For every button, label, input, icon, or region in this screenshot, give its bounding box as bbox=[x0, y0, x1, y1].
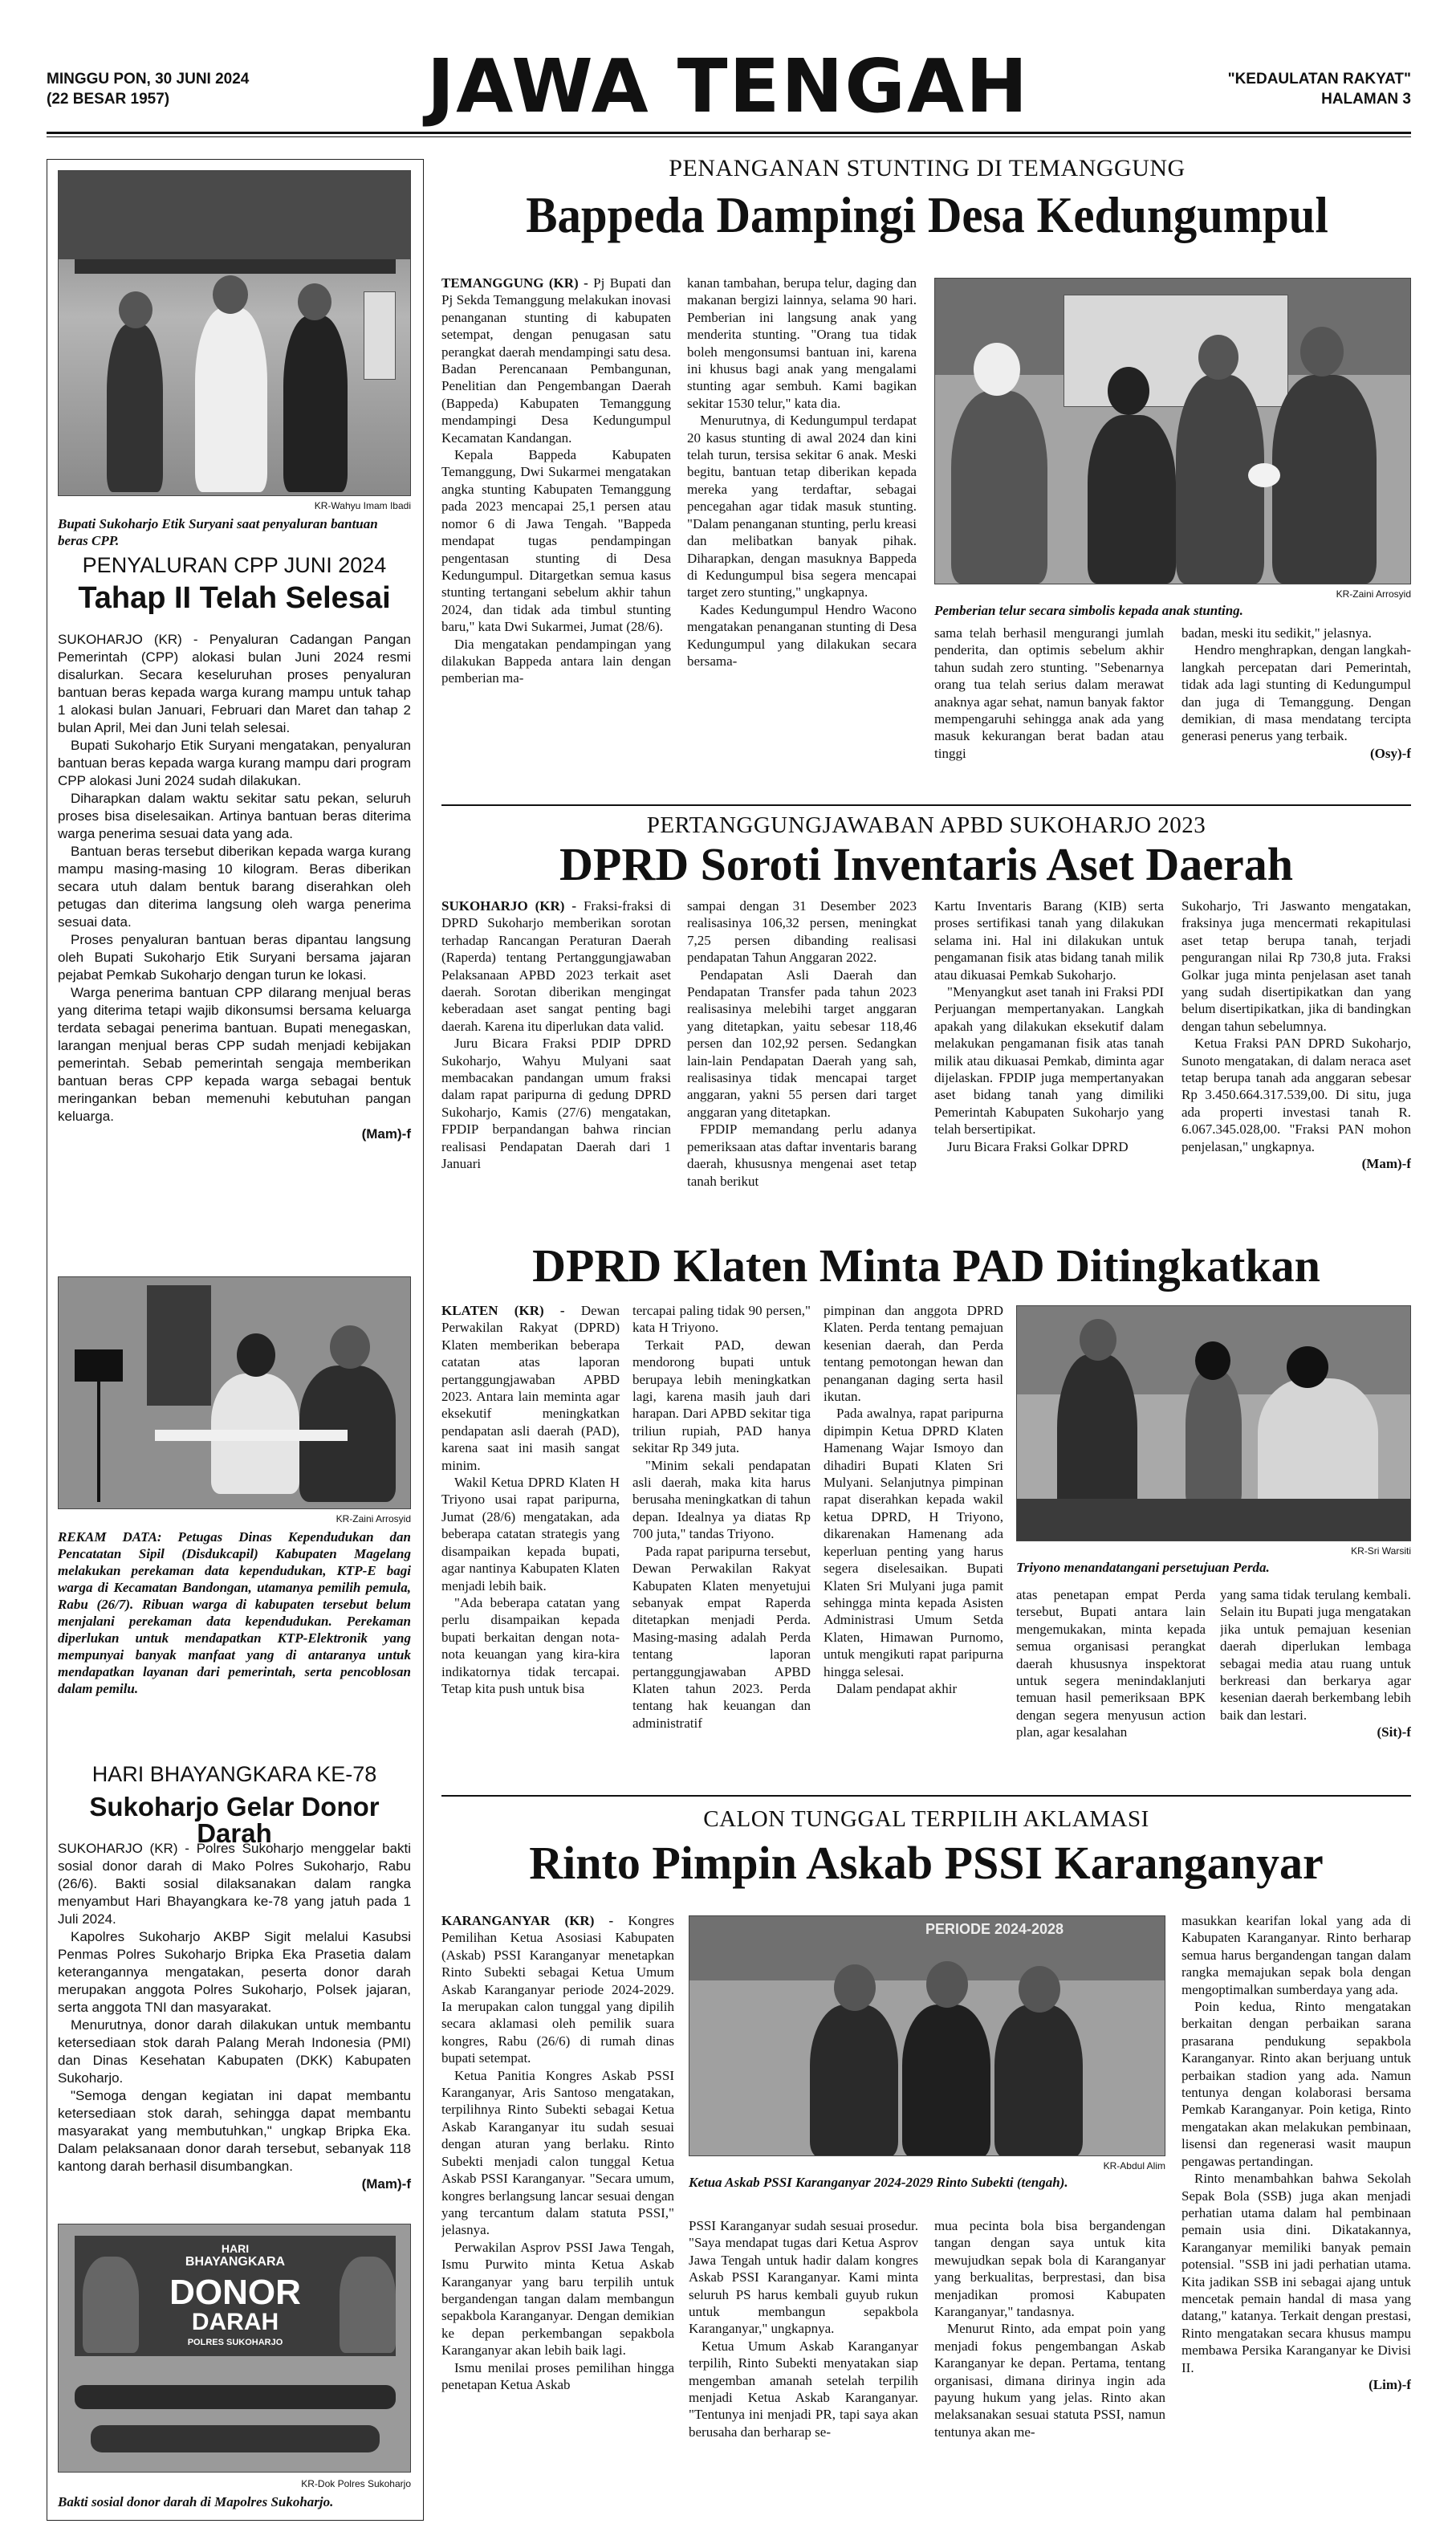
stunting-c4: badan, meski itu sedikit," jelasnya. bbox=[1181, 625, 1372, 641]
stunting-photo-credit: KR-Zaini Arrosyid bbox=[1336, 588, 1411, 600]
pssi-col3 bbox=[934, 2217, 1165, 2522]
banner-darah: DARAH bbox=[191, 2309, 279, 2335]
klaten-c2d: Pada rapat paripurna tersebut, Dewan Perwakilan Rakyat Kabupaten Klaten menyetujui sebanyak empat Raperda ditetapkan menjadi Perda. Masing-masing adalah Perda tentang laporan pertanggungjawaban APBD Klaten tahun 2023. Perda tentang hak keuangan dan administratif bbox=[632, 1543, 811, 1731]
klaten-sign: (Sit)-f bbox=[1377, 1724, 1411, 1740]
aset-sign: (Mam)-f bbox=[1361, 1156, 1411, 1172]
stunting-dateline: TEMANGGUNG (KR) - bbox=[441, 275, 588, 291]
donor-dateline: SUKOHARJO (KR) - bbox=[58, 1841, 189, 1856]
page-info bbox=[1068, 69, 1411, 109]
cpp-p2: Bupati Sukoharjo Etik Suryani mengatakan, penyaluran bantuan beras kepada warga kurang mampu dari program CPP alokasi Juni 2024 sudah dilakukan. bbox=[58, 738, 411, 788]
pssi-kicker: CALON TUNGGAL TERPILIH AKLAMASI bbox=[703, 1806, 1149, 1832]
aset-c4b: Ketua Fraksi PAN DPRD Sukoharjo, Sunoto mengatakan, di dalam neraca aset tetap berupa tanah ada anggaran sebesar Rp 3.450.664.317.539,00. Di situ, juga ada properti investasi tanah R. 6.067.345.028,00. "Fraksi PAN mohon penjelasan," ungkapnya. bbox=[1181, 1036, 1411, 1154]
klaten-c1c: "Ada beberapa catatan yang perlu disampaikan kepada bupati berkaitan dengan nota-nota keuangan yang kira-kira indikatornya tidak tercapai. Tetap kita push untuk bisa bbox=[441, 1594, 620, 1696]
donor-p3: Menurutnya, donor darah dilakukan untuk membantu ketersediaan stok darah Palang Merah Indonesia (PMI) dan Dinas Kesehatan Kabupaten (DKK) Kabupaten Sukoharjo. bbox=[58, 2017, 411, 2086]
javanese-date: (22 BESAR 1957) bbox=[47, 91, 170, 108]
donor-headline: Sukoharjo Gelar Donor Darah bbox=[89, 1792, 380, 1848]
cpp-headline: Tahap II Telah Selesai bbox=[78, 581, 391, 615]
pssi-c1: Kongres Pemilihan Ketua Asosiasi Kabupaten (Askab) PSSI Karanganyar menetapkan Rinto Subekti sebagai Ketua Umum Askab Karanganyar periode 2024-2029. Ia merupakan calon tunggal yang dipilih secara aklamasi oleh pemilik suara kongres, Rabu (26/6) di rumah dinas bupati setempat. bbox=[441, 1913, 674, 2066]
aset-c2c: FPDIP memandang perlu adanya pemeriksaan atas daftar inventaris barang daerah, khususnya mengenai aset tetap tanah berikut bbox=[687, 1121, 917, 1189]
football-officials-photo bbox=[689, 1915, 1165, 2156]
aset-headline: DPRD Soroti Inventaris Aset Daerah bbox=[559, 838, 1293, 890]
photo3-credit: KR-Dok Polres Sukoharjo bbox=[301, 2478, 411, 2489]
header-rule-thin bbox=[47, 136, 1411, 137]
banner-donor: DONOR bbox=[169, 2273, 301, 2312]
pssi-c4b: Poin kedua, Rinto mengatakan berkaitan dengan perbaikan sarana prasarana pendukung sepakbola Karanganyar. Rinto akan berjuang untuk perbaikan stadion yang ada. Namun tentunya dengan kolaborasi bersama Pemkab Karanganyar. Poin ketiga, Rinto mengatakan akan melakukan pembinaan, lisensi dan regenerasi wasit maupun pengawas pertandingan. bbox=[1181, 1999, 1411, 2169]
aset-c1: Fraksi-fraksi di DPRD Sukoharjo memberikan sorotan terhadap Rancangan Peraturan Daerah (Raperda) tentang Pertanggungjawaban Pelaksanaan APBD 2023 terkait aset daerah. Sorotan diberikan mengingat keberadaan aset sangat penting bagi daerah. Karena itu diperlukan data valid. bbox=[441, 898, 671, 1034]
blood-donation-photo bbox=[58, 2224, 411, 2473]
cpp-p4: Bantuan beras tersebut diberikan kepada warga kurang mampu masing-masing 10 kilogram. Beras diberikan secara utuh dalam bentuk barang diserahkan oleh petugas dan diterima langsung oleh warga penerima sesuai data. bbox=[58, 844, 411, 930]
klaten-col5 bbox=[1220, 1586, 1411, 1779]
pssi-col1 bbox=[441, 1912, 674, 2522]
aset-c1b: Juru Bicara Fraksi PDIP DPRD Sukoharjo, Wahyu Mulyani saat membacakan pandangan umum fraksi dalam rapat paripurna di gedung DPRD Sukoharjo, Kamis (27/6) mengatakan, FPDIP berpandangan bahwa rincian realisasi Pendapatan Daerah dari 1 Januari bbox=[441, 1036, 671, 1172]
pssi-c4: masukkan kearifan lokal yang ada di Kabupaten Karanganyar. Rinto berharap semua harus bergandengan tangan dalam rangka memajukan sepak bola dengan mengoptimalkan sumberdaya yang ada. bbox=[1181, 1913, 1411, 1997]
photo2-caption: REKAM DATA: Petugas Dinas Kependudukan dan Pencatatan Sipil (Disdukcapil) Kabupaten Magelang melakukan perekaman data kependudukan, KTP-E bagi warga di Kecamatan Bandongan, utamanya pemilih pemula, Rabu (26/7). Ribuan warga di kabupaten tersebut belum menjalani perekaman data kependudukan. Perekaman diperlukan untuk mendapatkan KTP-Elektronik yang mempunyai banyak manfaat yang di antaranya untuk mendapatkan layanan dari pemerintah, serta pencoblosan dalam pemilu. bbox=[58, 1529, 411, 1696]
donor-sign: (Mam)-f bbox=[361, 2176, 411, 2192]
pssi-col2 bbox=[689, 2217, 918, 2522]
stunting-c1: Pj Bupati dan Pj Sekda Temanggung melakukan inovasi penanganan stunting di kabupaten setempat, dengan penugasan satu perangkat daerah mendampingi satu desa. Badan Perencanaan Pembangunan, Penelitian dan Pengembangan Daerah (Bappeda) Kabupaten Temanggung mendampingi Desa Kedungumpul Kecamatan Kandangan. bbox=[441, 275, 671, 446]
klaten-col2 bbox=[632, 1302, 811, 1779]
cpp-sign: (Mam)-f bbox=[361, 1126, 411, 1142]
pssi-c2: PSSI Karanganyar sudah sesuai prosedur. "Saya mendapat tugas dari Ketua Asprov Jawa Tengah untuk hadir dalam kongres Askab PSSI Karanganyar. Kami minta seluruh PS harus kembali guyub rukun untuk membangun sepakbola Karanganyar," ungkapnya. bbox=[689, 2218, 918, 2337]
klaten-c2: tercapai paling tidak 90 persen," kata H Triyono. bbox=[632, 1303, 811, 1336]
klaten-c3: pimpinan dan anggota DPRD Klaten. Perda tentang pemajuan kesenian daerah, dan Perda tentang pemotongan hewan dan penanganan daging serta hasil ikutan. bbox=[824, 1303, 1003, 1405]
cpp-dateline: SUKOHARJO (KR) - bbox=[58, 632, 198, 647]
klaten-col3 bbox=[824, 1302, 1003, 1779]
rule-stunting bbox=[441, 804, 1411, 806]
klaten-col4 bbox=[1016, 1586, 1206, 1779]
donor-p2: Kapolres Sukoharjo AKBP Sigit melalui Kasubsi Penmas Polres Sukoharjo Bripka Eka Prasetia dalam keterangannya mengatakan, peserta donor darah merupakan anggota Polres Sukoharjo, Polsek jajaran, serta anggota TNI dan masyarakat. bbox=[58, 1929, 411, 2015]
pssi-c3: mua pecinta bola bisa bergandengan tangan dengan saya untuk kita mewujudkan sepak bola di Karanganyar yang berkualitas, berprestasi, dan bisa menjadikan promosi Kabupaten Karanganyar," tandasnya. bbox=[934, 2218, 1165, 2320]
aset-kicker: PERTANGGUNGJAWABAN APBD SUKOHARJO 2023 bbox=[646, 812, 1206, 838]
aset-col4 bbox=[1181, 897, 1411, 1235]
newspaper-name: "KEDAULATAN RAKYAT" bbox=[1227, 71, 1411, 88]
pssi-photo-caption: Ketua Askab PSSI Karanganyar 2024-2029 Rinto Subekti (tengah). bbox=[689, 2175, 1068, 2190]
stunting-c2c: Kades Kedungumpul Hendro Wacono mengatakan penanganan stunting di Desa Kedungumpul yang dilakukan secara bersama- bbox=[687, 601, 917, 669]
egg-handover-photo bbox=[934, 278, 1411, 584]
pssi-photo-credit: KR-Abdul Alim bbox=[1103, 2160, 1165, 2171]
aset-c3: Kartu Inventaris Barang (KIB) serta proses sertifikasi tanah yang dilakukan selama ini. Hal ini dilakukan untuk pengamanan fisik atas bidang tanah milik atau dikuasai Pemkab Sukoharjo. bbox=[934, 898, 1164, 983]
stunting-sign: (Osy)-f bbox=[1370, 745, 1411, 761]
stunting-col1 bbox=[441, 275, 671, 795]
klaten-photo-credit: KR-Sri Warsiti bbox=[1351, 1545, 1411, 1557]
pssi-col4 bbox=[1181, 1912, 1411, 2522]
pssi-dateline: KARANGANYAR (KR) - bbox=[441, 1913, 614, 1928]
klaten-c1b: Wakil Ketua DPRD Klaten H Triyono usai rapat paripurna, Jumat (28/6) mengatakan, ada beberapa catatan strategis yang disampaikan kepada bupati, agar nantinya Kabupaten Klaten menjadi lebih baik. bbox=[441, 1475, 620, 1594]
banner-hari: HARI bbox=[221, 2242, 250, 2255]
aset-c2b: Pendapatan Asli Daerah dan Pendapatan Transfer pada tahun 2023 realisasinya melebihi target anggaran yang ditetapkan, yaitu sebesar 118,46 persen dan 102,92 persen. Sedangkan lain-lain Pendapatan Daerah yang sah, realisasinya tidak mencapai target anggaran, yakni 55 persen dari target anggaran yang ditetapkan. bbox=[687, 967, 917, 1120]
donor-kicker: HARI BHAYANGKARA KE-78 bbox=[92, 1762, 377, 1786]
rule-klaten bbox=[441, 1795, 1411, 1797]
cpp-body bbox=[58, 631, 411, 1249]
stunting-c1b: Kepala Bappeda Kabupaten Temanggung, Dwi Sukarmei mengatakan angka stunting Kabupaten Temanggung pada 2023 mencapai 25,1 persen atau nomor 6 di Jawa Tengah. "Bappeda mendapat tugas pendampingan pengentasan stunting di Desa Kedungumpul. Ditargetkan semua kasus stunting tertangani sebelum akhir tahun 2024, dan tidak ada timbul stunting baru," kata Dwi Sukarmei, Jumat (28/6). bbox=[441, 447, 671, 635]
klaten-c3b: Pada awalnya, rapat paripurna dipimpin Ketua DPRD Klaten Hamenang Wajar Ismoyo dan dihadiri Bupati Klaten Sri Mulyani. Selanjutnya pimpinan rapat diserahkan kepada wakil ketua DPRD, H Triyono, dikarenakan Hamenang ada keperluan penting yang harus segera diselesaikan. Bupati Klaten Sri Mulyani juga pamit sehingga minta kepada Asisten Administrasi Umum Setda Klaten, Himawan Purnomo, untuk mengikuti rapat paripurna hingga selesai. bbox=[824, 1406, 1003, 1679]
klaten-c2b: Terkait PAD, dewan mendorong bupati untuk berupaya lebih meningkatkan lagi, karena masih jauh dari harapan. Dari APBD sekitar tiga triliun rupiah, PAD hanya sekitar Rp 349 juta. bbox=[632, 1337, 811, 1456]
stunting-c3: sama telah berhasil mengurangi jumlah penderita, dan optimis sebelum akhir tahun sudah zero stunting. "Sebenarnya orang tua telah serius dalam merawat anaknya agar sehat, namun banyak faktor mempengaruhi sehingga anak ada yang masuk kekurangan berat badan atau tinggi bbox=[934, 625, 1164, 761]
stunting-col3 bbox=[934, 625, 1164, 796]
aset-col2 bbox=[687, 897, 917, 1235]
klaten-headline: DPRD Klaten Minta PAD Ditingkatkan bbox=[532, 1239, 1320, 1292]
stunting-c2b: Menurutnya, di Kedungumpul terdapat 20 kasus stunting di awal 2024 dan kini telah turun, tersisa sekitar 6 anak. Meski begitu, bantuan tetap diberikan kepada mereka yang terdaftar, sebagai pencegahan agar tidak masuk stunting. "Dalam penanganan stunting, perlu kreasi dan melibatkan banyak pihak. Diharapkan, dengan masuknya Bappeda di Kedungumpul bisa segera mencapai target zero stunting," ungkapnya. bbox=[687, 413, 917, 600]
aset-col1 bbox=[441, 897, 671, 1235]
photo3-caption: Bakti sosial donor darah di Mapolres Sukoharjo. bbox=[58, 2494, 334, 2509]
aset-c4: Sukoharjo, Tri Jaswanto mengatakan, fraksinya juga mencermati rekapitulasi aset tetap berupa tanah, terjadi pengurangan nilai Rp 730,8 juta. Fraksi Golkar juga minta penjelasan aset tanah yang sudah disertipikatkan dan yang belum disertipikatkan, jika di bandingkan dengan tahun sebelumnya. bbox=[1181, 898, 1411, 1034]
klaten-c5: yang sama tidak terulang kembali. Selain itu Bupati juga mengatakan jika untuk pemajuan kesenian daerah diperlukan lembaga sebagai media atau ruang untuk berkreasi dan berkarya agar kesenian daerah berkembang lebih baik dan lestari. bbox=[1220, 1587, 1411, 1723]
klaten-photo-caption: Triyono menandatangani persetujuan Perda. bbox=[1016, 1560, 1270, 1575]
pssi-c1c: Perwakilan Asprov PSSI Jawa Tengah, Ismu Purwito minta Ketua Askab Karanganyar yang baru terpilih untuk bergandengan tangan dalam membangun sepakbola Karanganyar. Dengan demikian ke depan perkembangan sepakbola Karanganyar akan lebih baik lagi. bbox=[441, 2239, 674, 2359]
gregorian-date: MINGGU PON, 30 JUNI 2024 bbox=[47, 71, 250, 88]
page-number: HALAMAN 3 bbox=[1321, 91, 1411, 108]
photo1-caption: Bupati Sukoharjo Etik Suryani saat penyaluran bantuan beras CPP. bbox=[58, 516, 378, 548]
aset-dateline: SUKOHARJO (KR) - bbox=[441, 898, 577, 914]
photo1-credit: KR-Wahyu Imam Ibadi bbox=[314, 500, 411, 511]
pssi-c4c: Rinto menambahkan bahwa Sekolah Sepak Bola (SSB) juga akan menjadi perhatian utama dalam hal pembinaan pemain usia dini. Dikatakannya, Karanganyar memiliki banyak pemain potensial. "SSB ini jadi perhatian utama. Kita jadikan SSB ini sebagai ajang untuk mencetak pemain handal di masa yang datang," katanya. Terkait dengan prestasi, Rinto mengatakan secara khusus mampu membawa Persika Karanganyar ke Divisi II. bbox=[1181, 2171, 1411, 2375]
cpp-kicker: PENYALURAN CPP JUNI 2024 bbox=[82, 553, 387, 577]
section-title: JAWA TENGAH bbox=[426, 43, 1030, 129]
aset-col3 bbox=[934, 897, 1164, 1235]
klaten-col1 bbox=[441, 1302, 620, 1779]
cpp-p3: Diharapkan dalam waktu sekitar satu pekan, seluruh proses bisa diselesaikan. Artinya bantuan beras diterima warga penerima sesuai data yang ada. bbox=[58, 791, 411, 841]
rice-distribution-photo bbox=[58, 170, 411, 496]
header-rule bbox=[47, 132, 1411, 134]
stunting-c4b: Hendro menghrapkan, dengan langkah-langkah percepatan dari Pemerintah, tidak ada lagi stunting di Kedungumpul dan juga di Temanggung. Dengan demikian, di masa mendatang tercipta generasi penerus yang terbaik. bbox=[1181, 642, 1411, 744]
stunting-photo-caption: Pemberian telur secara simbolis kepada anak stunting. bbox=[934, 603, 1243, 618]
donor-p4: "Semoga dengan kegiatan ini dapat membantu ketersediaan stok darah, sehingga dapat membantu masyarakat yang membutuhkan," ungkap Bripka Eka. Dalam pelaksanaan donor darah tersebut, sebanyak 118 kantong darah berhasil disumbangkan. bbox=[58, 2088, 411, 2174]
aset-c2: sampai dengan 31 Desember 2023 realisasinya 106,32 persen, meningkat 7,25 persen dibanding realisasi pendapatan Tahun Anggaran 2022. bbox=[687, 898, 917, 966]
klaten-c4: atas penetapan empat Perda tersebut, Bupati antara lain mengemukakan, minta kepada semua organisasi perangkat daerah khususnya inspektorat untuk segera menindaklanjuti temuan hasil pemeriksaan BPK dengan segera menyusun action plan, agar kesalahan bbox=[1016, 1587, 1206, 1740]
issue-date bbox=[47, 69, 384, 109]
pssi-c1d: Ismu menilai proses pemilihan hingga penetapan Ketua Askab bbox=[441, 2359, 674, 2392]
donor-p1: Polres Sukoharjo menggelar bakti sosial donor darah di Mako Polres Sukoharjo, Rabu (26/6). Bakti sosial dilaksanakan dalam rangka menyambut Hari Bhayangkara ke-78 yang jatuh pada 1 Juli 2024. bbox=[58, 1841, 411, 1927]
aset-c3c: Juru Bicara Fraksi Golkar DPRD bbox=[947, 1138, 1129, 1154]
stunting-c2: kanan tambahan, berupa telur, daging dan makanan bergizi lainnya, selama 90 hari. Pemberian ini langsung anak yang menderita stunting. "Orang tua tidak boleh mengonsumsi bantuan ini, karena ini khusus bagi anak yang mengalami stunting agar sembuh. Kami bagikan sekitar 1530 telur," kata dia. bbox=[687, 275, 917, 411]
pssi-headline: Rinto Pimpin Askab PSSI Karanganyar bbox=[529, 1837, 1324, 1889]
banner-polres: POLRES SUKOHARJO bbox=[187, 2338, 283, 2347]
banner-bhayangkara: BHAYANGKARA bbox=[185, 2255, 286, 2269]
camera-recording-photo bbox=[58, 1276, 411, 1509]
pssi-sign: (Lim)-f bbox=[1369, 2376, 1411, 2392]
stunting-headline: Bappeda Dampingi Desa Kedungumpul bbox=[526, 186, 1328, 243]
stunting-col4 bbox=[1181, 625, 1411, 796]
stunting-kicker: PENANGANAN STUNTING DI TEMANGGUNG bbox=[669, 155, 1186, 181]
stunting-col2 bbox=[687, 275, 917, 795]
klaten-dateline: KLATEN (KR) - bbox=[441, 1303, 565, 1318]
photo2-credit: KR-Zaini Arrosyid bbox=[336, 1513, 411, 1524]
donor-body bbox=[58, 1840, 411, 2209]
klaten-c1: Dewan Perwakilan Rakyat (DPRD) Klaten memberikan beberapa catatan atas laporan pertanggungjawaban APBD 2023. Antara lain meminta agar eksekutif meningkatkan pendapatan asli daerah (PAD), karena saat ini masih sangat minim. bbox=[441, 1303, 620, 1473]
cpp-p6: Warga penerima bantuan CPP dilarang menjual beras yang diterima tetapi wajib dikonsumsi bersama keluarga terdata sebagai penerima bantuan. Bupati menegaskan, larangan menjual beras CPP sudah menjadi kebijakan pemerintah. Sebab pemerintah sengaja memberikan bantuan beras CPP kepada warga sebagai bentuk meringankan beban memenuhi kebutuhan pangan keluarga. bbox=[58, 985, 411, 1124]
klaten-c2c: "Minim sekali pendapatan asli daerah, maka kita harus berusaha meningkatkan di tahun depan. Idealnya ya diatas Rp 700 juta," tandas Triyono. bbox=[632, 1457, 811, 1542]
signing-ceremony-photo bbox=[1016, 1305, 1411, 1541]
pssi-c2b: Ketua Umum Askab Karanganyar terpilih, Rinto Subekti menyatakan siap mengemban amanah setelah terpilih menjadi Ketua Askab Karanganyar. "Tentunya ini menjadi PR, tapi saya akan berusaha dan berharap se- bbox=[689, 2338, 918, 2440]
cpp-p1: Penyaluran Cadangan Pangan Pemerintah (CPP) alokasi bulan Juni 2024 resmi disalurkan. Secara keseluruhan proses penyaluran bantuan beras kepada warga kurang mampu untuk tahap 1 alokasi bulan Januari, Februari dan Maret dan tahap 2 bulan April, Mei dan Juni telah selesai. bbox=[58, 632, 411, 735]
stunting-c1c: Dia mengatakan pendampingan yang dilakukan Bappeda antara lain dengan pemberian ma- bbox=[441, 636, 671, 686]
pssi-c1b: Ketua Panitia Kongres Askab PSSI Karanganyar, Aris Santoso mengatakan, terpilihnya Rinto Subekti sebagai Ketua Askab Karanganyar itu sudah sesuai dengan aturan yang berlaku. Rinto Subekti menjadi calon tunggal Ketua Askab PSSI Karanganyar. "Secara umum, kongres berlangsung lancar sesuai dengan yang tercantum dalam statuta PSSI," jelasnya. bbox=[441, 2067, 674, 2238]
banner-periode: PERIODE 2024-2028 bbox=[925, 1921, 1064, 1937]
cpp-p5: Proses penyaluran bantuan beras dipantau langsung oleh Bupati Sukoharjo Etik Suryani bersama jajaran pejabat Pemkab Sukoharjo dengan turun ke lokasi. bbox=[58, 932, 411, 983]
pssi-c3b: Menurut Rinto, ada empat poin yang menjadi fokus pengembangan Askab Karanganyar ke depan. Pertama, tentang organisasi, dimana dirinya ingin ada payung hukum yang jelas. Rinto akan melaksanakan sesuai statuta PSSI, namun tentunya akan me- bbox=[934, 2321, 1165, 2440]
aset-c3b: "Menyangkut aset tanah ini Fraksi PDI Perjuangan mempertanyakan. Langkah apakah yang dilakukan eksekutif dalam melakukan pengamanan fisik atas tanah milik atau dikuasai Pemkab, diminta agar dijelaskan. FPDIP juga mempertanyakan aset bidang tanah yang dimiliki Pemerintah Kabupaten Sukoharjo yang telah bersertipikat. bbox=[934, 984, 1164, 1138]
klaten-c3c: Dalam pendapat akhir bbox=[836, 1680, 958, 1696]
